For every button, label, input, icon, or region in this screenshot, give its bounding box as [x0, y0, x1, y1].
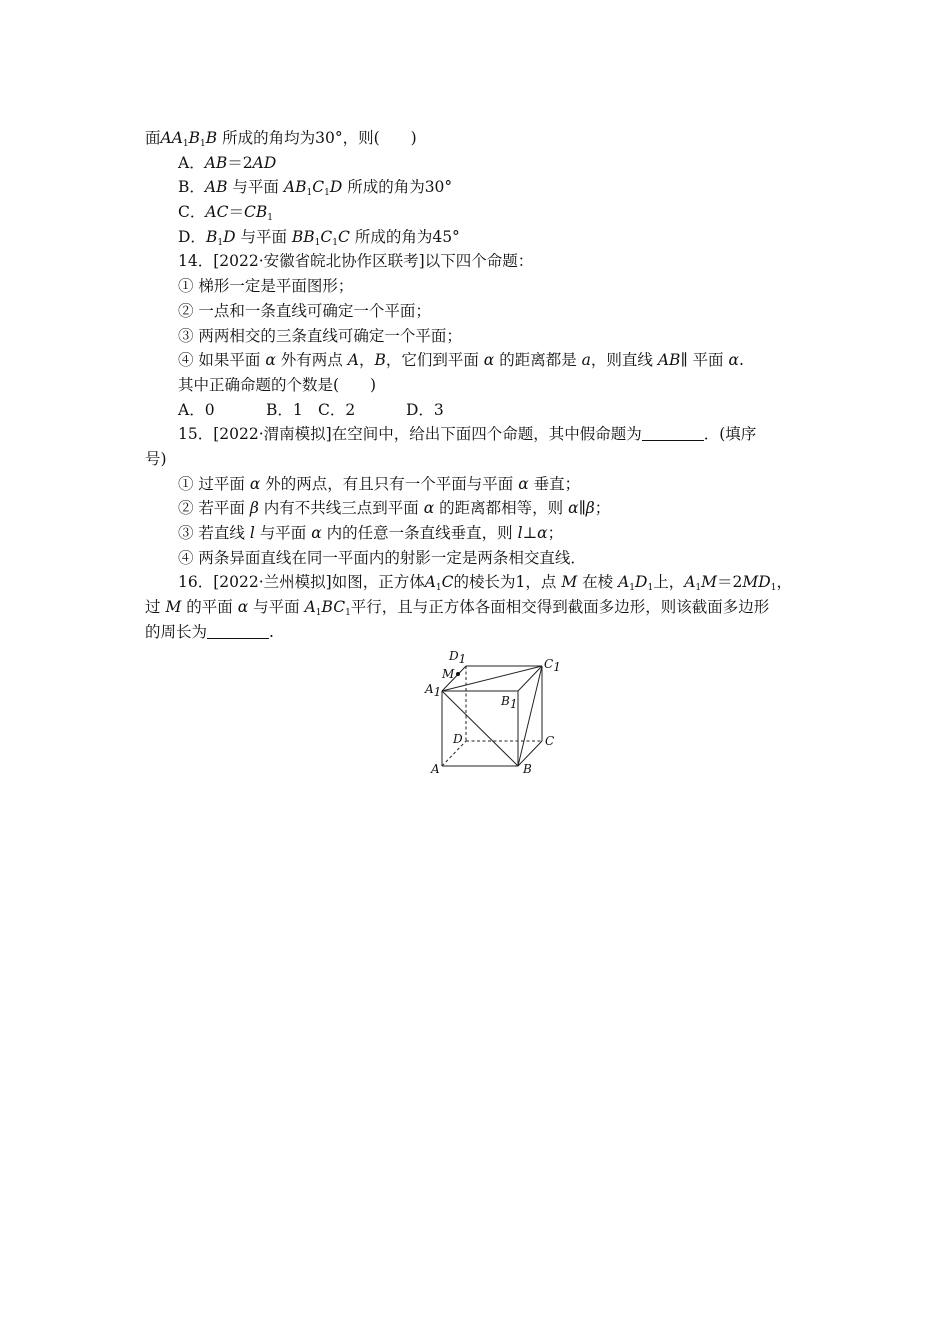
symbol: a: [581, 351, 591, 370]
text: .: [269, 622, 274, 641]
q14-option-c: C．2: [318, 400, 356, 419]
expr: ＝2: [227, 153, 253, 172]
symbol: α: [518, 474, 529, 493]
text: ；: [594, 499, 611, 518]
text: .: [738, 351, 744, 370]
expr: AB: [283, 178, 307, 197]
text: ，它们到平面: [385, 351, 479, 370]
option-label: B．: [178, 178, 205, 197]
subscript: 1: [324, 188, 330, 199]
expr: AB: [204, 153, 228, 172]
label-b1: B1: [501, 694, 518, 711]
plane-name: B: [188, 129, 201, 147]
symbol: A: [304, 598, 316, 617]
text: 上，: [653, 573, 685, 592]
text: 所成的角为45°: [354, 227, 460, 246]
symbol: α: [483, 351, 495, 370]
text: 与平面: [259, 524, 307, 542]
q15-item-3: [145, 521, 815, 546]
subscript: 1: [695, 583, 702, 594]
text: 垂直；: [533, 474, 581, 493]
q15-item-4: ④ 两条异面直线在同一平面内的射影一定是两条相交直线．: [178, 548, 586, 567]
subscript: 1: [647, 583, 654, 594]
subscript: 1: [345, 608, 351, 619]
text: 内的任意一条直线垂直，则: [326, 524, 513, 542]
subscript: 1: [314, 237, 321, 248]
subscript: 1: [200, 139, 206, 149]
plane-name: B: [205, 129, 218, 147]
text: ；: [547, 524, 564, 542]
q15-item-1: [145, 472, 815, 497]
expr: D: [329, 178, 343, 197]
label-c: C: [545, 734, 555, 748]
symbol: M: [561, 573, 578, 592]
option-label: C．: [178, 203, 206, 222]
q14-option-b: B．1: [266, 400, 303, 419]
subscript: 1: [267, 213, 273, 224]
text: 外的两点，有且只有一个平面与平面: [265, 474, 514, 493]
plane-name: AA: [160, 129, 183, 147]
subscript: 1: [315, 608, 322, 619]
symbol: α: [537, 524, 548, 542]
text: 内有不共线三点到平面: [263, 499, 419, 518]
expr: C: [320, 227, 333, 246]
symbol: ⊥: [522, 524, 538, 542]
text: ① 过平面: [178, 474, 245, 493]
symbol: β: [249, 499, 259, 518]
edge-b1c1: [518, 666, 542, 691]
label-d: D: [453, 732, 463, 746]
expr: D: [223, 227, 236, 246]
text: 面: [145, 129, 161, 147]
symbol: α: [265, 351, 276, 370]
q16-line-2: [145, 595, 815, 620]
text: 与平面: [240, 227, 287, 246]
subscript: 1: [435, 583, 442, 594]
expr: BB: [291, 227, 315, 246]
text: 所成的角为30°: [347, 178, 453, 197]
symbol: α: [237, 598, 249, 617]
text: 所成的角均为30°，则( ): [222, 129, 417, 147]
symbol: l: [517, 524, 523, 542]
expr: CB: [243, 203, 268, 222]
symbol: α: [568, 499, 579, 518]
q13-stem-tail: [145, 126, 815, 151]
symbol: M: [165, 598, 182, 617]
q13-option-d: [145, 225, 815, 250]
label-a1: A1: [425, 682, 442, 699]
text: 在棱: [582, 573, 614, 592]
symbol: A: [347, 351, 359, 370]
text: 的平面: [186, 598, 233, 617]
text: 的周长为: [145, 622, 208, 641]
q14-options: [145, 398, 815, 423]
q14-heading: 14．[2022·安徽省皖北协作区联考]以下四个命题：: [178, 252, 534, 271]
q13-option-c: [145, 200, 815, 225]
symbol: BC: [321, 598, 346, 617]
q14-item-3: ③ 两两相交的三条直线可确定一个平面；: [178, 326, 462, 345]
text: 与平面: [253, 598, 300, 617]
q14-question: 其中正确命题的个数是( ): [178, 375, 377, 394]
subscript: 1: [306, 188, 313, 199]
option-label: A．: [178, 153, 205, 172]
answer-blank: [207, 623, 269, 639]
text: 外有两点: [280, 351, 343, 370]
symbol: α: [423, 499, 435, 518]
symbol: α: [728, 351, 739, 370]
symbol: A: [424, 573, 436, 592]
symbol: ∥: [578, 499, 586, 518]
text: ∥ 平面: [680, 351, 724, 370]
expr: AD: [252, 153, 277, 172]
symbol: M: [701, 573, 718, 592]
q15-heading-cont: 号): [145, 449, 167, 468]
symbol: B: [374, 351, 386, 370]
text: 16．[2022·兰州模拟]如图，正方体: [178, 573, 425, 592]
label-m: M: [442, 667, 455, 681]
text: ② 若平面: [178, 499, 245, 518]
q13-option-a: [145, 151, 815, 176]
text: ．(填序: [703, 425, 757, 444]
text: ＝2: [717, 573, 743, 592]
document-page: [145, 126, 815, 644]
q14-item-2: ② 一点和一条直线可确定一个平面；: [178, 301, 431, 320]
subscript: 1: [217, 237, 224, 248]
expr: AC: [205, 203, 229, 222]
diagonal-bc1: [518, 666, 542, 766]
q13-option-b: [145, 175, 815, 200]
expr: AB: [204, 178, 228, 197]
text: ④ 如果平面: [178, 351, 261, 370]
label-d1: D1: [449, 649, 467, 666]
text: 过: [145, 598, 161, 617]
diagonal-a1c1: [442, 666, 542, 691]
text: 与平面: [232, 178, 279, 197]
text: 15．[2022·渭南模拟]在空间中，给出下面四个命题，其中假命题为: [178, 425, 642, 444]
text: 的棱长为1，点: [453, 573, 557, 592]
cube-diagram: [420, 648, 570, 778]
q16-heading: [145, 570, 815, 595]
expr: B: [205, 227, 218, 246]
option-label: D．: [178, 227, 206, 246]
label-b: B: [523, 762, 532, 776]
symbol: D: [635, 573, 648, 592]
symbol: A: [684, 573, 696, 592]
text: ，: [358, 351, 375, 370]
symbol: C: [441, 573, 454, 592]
text: ，: [776, 573, 792, 592]
text: 的距离都是: [499, 351, 577, 370]
q14-item-4: [145, 348, 815, 373]
subscript: 1: [182, 139, 189, 149]
answer-blank: [642, 425, 704, 441]
q14-option-a: A．0: [178, 400, 215, 419]
expr: ＝: [228, 203, 244, 222]
text: ③ 若直线: [178, 524, 245, 542]
text: ，则直线: [590, 351, 653, 370]
expr: C: [338, 227, 350, 246]
cube-figure: [420, 648, 570, 778]
q15-item-2: [145, 496, 815, 521]
symbol: AB: [657, 351, 681, 370]
symbol: β: [585, 499, 595, 518]
text: 平行，且与正方体各面相交得到截面多边形，则该截面多边形: [350, 598, 770, 617]
subscript: 1: [770, 583, 777, 594]
subscript: 1: [629, 583, 636, 594]
symbol: MD: [742, 573, 771, 592]
subscript: 1: [332, 237, 339, 248]
point-m: [456, 672, 460, 676]
symbol: l: [249, 524, 255, 542]
symbol: α: [249, 474, 261, 493]
q14-item-1: ① 梯形一定是平面图形；: [178, 277, 354, 296]
expr: C: [312, 178, 325, 197]
label-c1: C1: [544, 657, 561, 674]
text: 的距离都相等，则: [439, 499, 564, 518]
symbol: α: [311, 524, 322, 542]
q15-heading: [145, 422, 815, 447]
q14-option-d: D．3: [406, 400, 444, 419]
symbol: A: [618, 573, 630, 592]
q16-line-3: [145, 620, 815, 645]
label-a: A: [431, 762, 440, 776]
